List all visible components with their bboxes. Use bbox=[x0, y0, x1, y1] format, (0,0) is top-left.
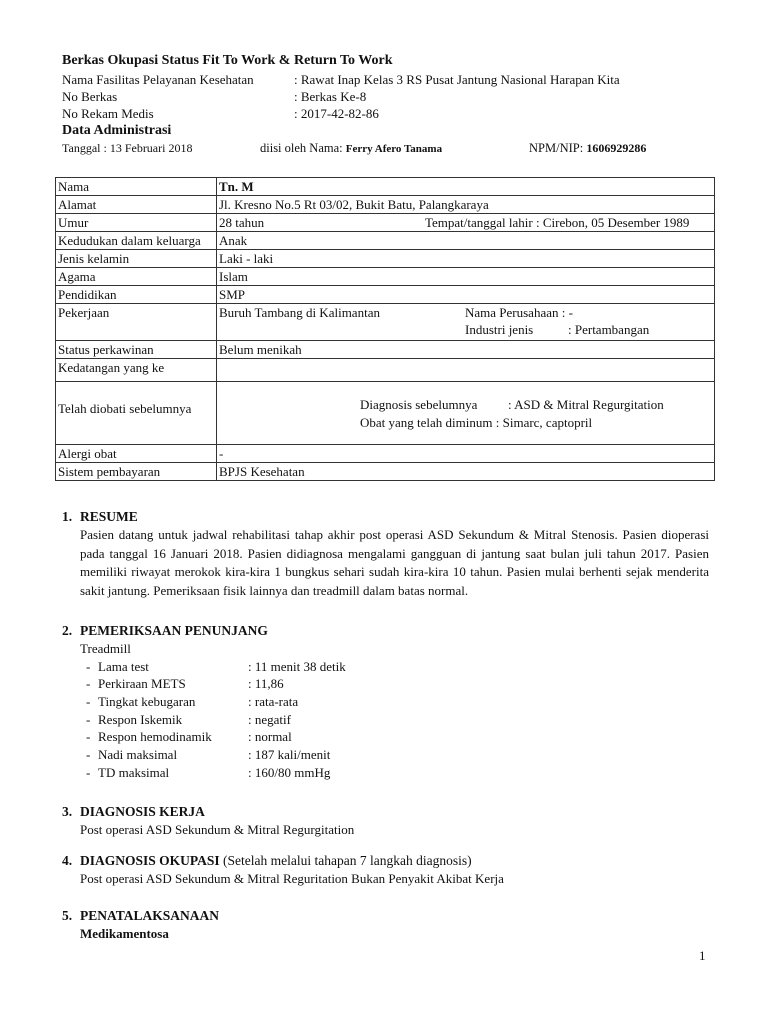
table-row bbox=[56, 382, 715, 445]
marital-value: Belum menikah bbox=[217, 341, 715, 359]
table-row bbox=[56, 359, 715, 382]
allergy-label: Alergi obat bbox=[56, 445, 217, 463]
company-label: Nama Perusahaan : - bbox=[465, 305, 573, 320]
item-dash: - bbox=[86, 765, 91, 780]
occupational-dx-title: DIAGNOSIS OKUPASI bbox=[80, 853, 220, 868]
job-value: Buruh Tambang di Kalimantan bbox=[219, 305, 380, 320]
item-value: : normal bbox=[248, 729, 292, 744]
item-value: : 187 kali/menit bbox=[248, 747, 331, 762]
file-number-value: : Berkas Ke-8 bbox=[294, 89, 367, 104]
item-dash: - bbox=[86, 729, 91, 744]
treadmill-subheading: Treadmill bbox=[80, 641, 131, 656]
item-dash: - bbox=[86, 676, 91, 691]
visit-label: Kedatangan yang ke bbox=[56, 359, 217, 382]
item-value: : 11 menit 38 detik bbox=[248, 659, 346, 674]
occupational-dx-note: (Setelah melalui tahapan 7 langkah diagnosis) bbox=[219, 853, 472, 868]
name-value: Tn. M bbox=[217, 178, 715, 196]
support-number: 2. bbox=[62, 623, 73, 638]
table-row bbox=[56, 178, 715, 196]
meds-value: Obat yang telah diminum : Simarc, captopril bbox=[360, 415, 593, 430]
table-row bbox=[56, 463, 715, 481]
visit-value bbox=[217, 359, 715, 382]
facility-label: Nama Fasilitas Pelayanan Kesehatan bbox=[62, 72, 254, 87]
job-cell bbox=[217, 304, 715, 341]
age-value: 28 tahun bbox=[219, 215, 265, 230]
npm-label: NPM/NIP: bbox=[529, 141, 587, 155]
religion-value: Islam bbox=[217, 268, 715, 286]
address-value: Jl. Kresno No.5 Rt 03/02, Bukit Batu, Palangkaraya bbox=[217, 196, 715, 214]
management-number: 5. bbox=[62, 908, 73, 923]
working-dx-text: Post operasi ASD Sekundum & Mitral Regurgitation bbox=[80, 822, 355, 837]
item-label: Lama test bbox=[98, 659, 149, 674]
table-row bbox=[56, 341, 715, 359]
item-value: : rata-rata bbox=[248, 694, 299, 709]
table-row bbox=[56, 445, 715, 463]
file-number-label: No Berkas bbox=[62, 89, 118, 104]
item-label: Respon hemodinamik bbox=[98, 729, 212, 744]
support-heading bbox=[62, 623, 268, 639]
table-row bbox=[56, 304, 715, 341]
treated-label bbox=[56, 382, 217, 445]
resume-title: RESUME bbox=[80, 509, 138, 524]
filled-by-name: Ferry Afero Tanama bbox=[345, 143, 443, 155]
education-value: SMP bbox=[217, 286, 715, 304]
page-number: 1 bbox=[699, 948, 706, 963]
item-label: Nadi maksimal bbox=[98, 747, 178, 762]
item-label: Tingkat kebugaran bbox=[98, 694, 196, 709]
medical-record-label: No Rekam Medis bbox=[62, 106, 154, 121]
industry-value: : Pertambangan bbox=[568, 322, 650, 337]
age-cell bbox=[217, 214, 715, 232]
item-label: Respon Iskemik bbox=[98, 712, 183, 727]
item-value: : 11,86 bbox=[248, 676, 284, 691]
management-title: PENATALAKSANAAN bbox=[80, 908, 220, 923]
table-row bbox=[56, 268, 715, 286]
item-dash: - bbox=[86, 694, 91, 709]
occupational-dx-heading bbox=[62, 853, 472, 869]
table-row bbox=[56, 214, 715, 232]
family-value: Anak bbox=[217, 232, 715, 250]
family-label: Kedudukan dalam keluarga bbox=[56, 232, 217, 250]
item-value: : 160/80 mmHg bbox=[248, 765, 331, 780]
npm-value: 1606929286 bbox=[586, 141, 647, 155]
marital-label: Status perkawinan bbox=[56, 341, 217, 359]
working-dx-number: 3. bbox=[62, 804, 73, 819]
support-title: PEMERIKSAAN PENUNJANG bbox=[80, 623, 268, 638]
resume-text: Pasien datang untuk jadwal rehabilitasi tahap akhir post operasi ASD Sekundum & Mitral Stenosis. Pasien dioperasi pada tanggal 16 Januari 2018. Pasien didiagnosa mengalami gangguan di jantung saat bulan juli tahun 2017. Pasien memiliki riwayat merokok kira-kira 1 bungkus sehari sudah kira-kira 10 tahun. Pasien mulai berhenti sejak menderita sakit jantung. Pemeriksaan fisik lainnya dan treadmill dalam batas normal. bbox=[80, 527, 709, 598]
management-heading bbox=[62, 908, 219, 924]
birth-value: Tempat/tanggal lahir : Cirebon, 05 Desember 1989 bbox=[425, 215, 690, 230]
occupational-dx-text: Post operasi ASD Sekundum & Mitral Reguritation Bukan Penyakit Akibat Kerja bbox=[80, 871, 504, 886]
item-label: Perkiraan METS bbox=[98, 676, 186, 691]
occupational-dx-number: 4. bbox=[62, 853, 73, 868]
resume-heading bbox=[62, 509, 138, 525]
industry-label: Industri jenis bbox=[465, 322, 534, 337]
date-text: Tanggal : 13 Februari 2018 bbox=[62, 141, 193, 155]
document-title: Berkas Okupasi Status Fit To Work & Return To Work bbox=[62, 53, 393, 68]
treated-label-text: Telah diobati sebelumnya bbox=[58, 400, 192, 416]
gender-value: Laki - laki bbox=[217, 250, 715, 268]
filled-by bbox=[260, 141, 442, 156]
table-row bbox=[56, 250, 715, 268]
table-row bbox=[56, 232, 715, 250]
allergy-value: - bbox=[217, 445, 715, 463]
name-label: Nama bbox=[56, 178, 217, 196]
working-dx-title: DIAGNOSIS KERJA bbox=[80, 804, 205, 819]
prev-dx-value: : ASD & Mitral Regurgitation bbox=[508, 397, 664, 412]
address-label: Alamat bbox=[56, 196, 217, 214]
management-subheading: Medikamentosa bbox=[80, 926, 169, 941]
table-row bbox=[56, 196, 715, 214]
item-dash: - bbox=[86, 747, 91, 762]
resume-number: 1. bbox=[62, 509, 73, 524]
patient-info-table bbox=[55, 177, 715, 481]
admin-heading: Data Administrasi bbox=[62, 123, 172, 138]
age-label: Umur bbox=[56, 214, 217, 232]
item-dash: - bbox=[86, 712, 91, 727]
gender-label: Jenis kelamin bbox=[56, 250, 217, 268]
job-label: Pekerjaan bbox=[56, 304, 217, 341]
item-label: TD maksimal bbox=[98, 765, 170, 780]
prev-dx-label: Diagnosis sebelumnya bbox=[360, 397, 478, 412]
payment-value: BPJS Kesehatan bbox=[217, 463, 715, 481]
npm-nip bbox=[529, 141, 646, 156]
item-dash: - bbox=[86, 659, 91, 674]
medical-record-value: : 2017-42-82-86 bbox=[294, 106, 379, 121]
facility-value: : Rawat Inap Kelas 3 RS Pusat Jantung Nasional Harapan Kita bbox=[294, 72, 620, 87]
religion-label: Agama bbox=[56, 268, 217, 286]
working-dx-heading bbox=[62, 804, 205, 820]
table-row bbox=[56, 286, 715, 304]
payment-label: Sistem pembayaran bbox=[56, 463, 217, 481]
treated-cell bbox=[217, 382, 715, 445]
filled-by-label: diisi oleh Nama: bbox=[260, 141, 346, 155]
item-value: : negatif bbox=[248, 712, 291, 727]
education-label: Pendidikan bbox=[56, 286, 217, 304]
